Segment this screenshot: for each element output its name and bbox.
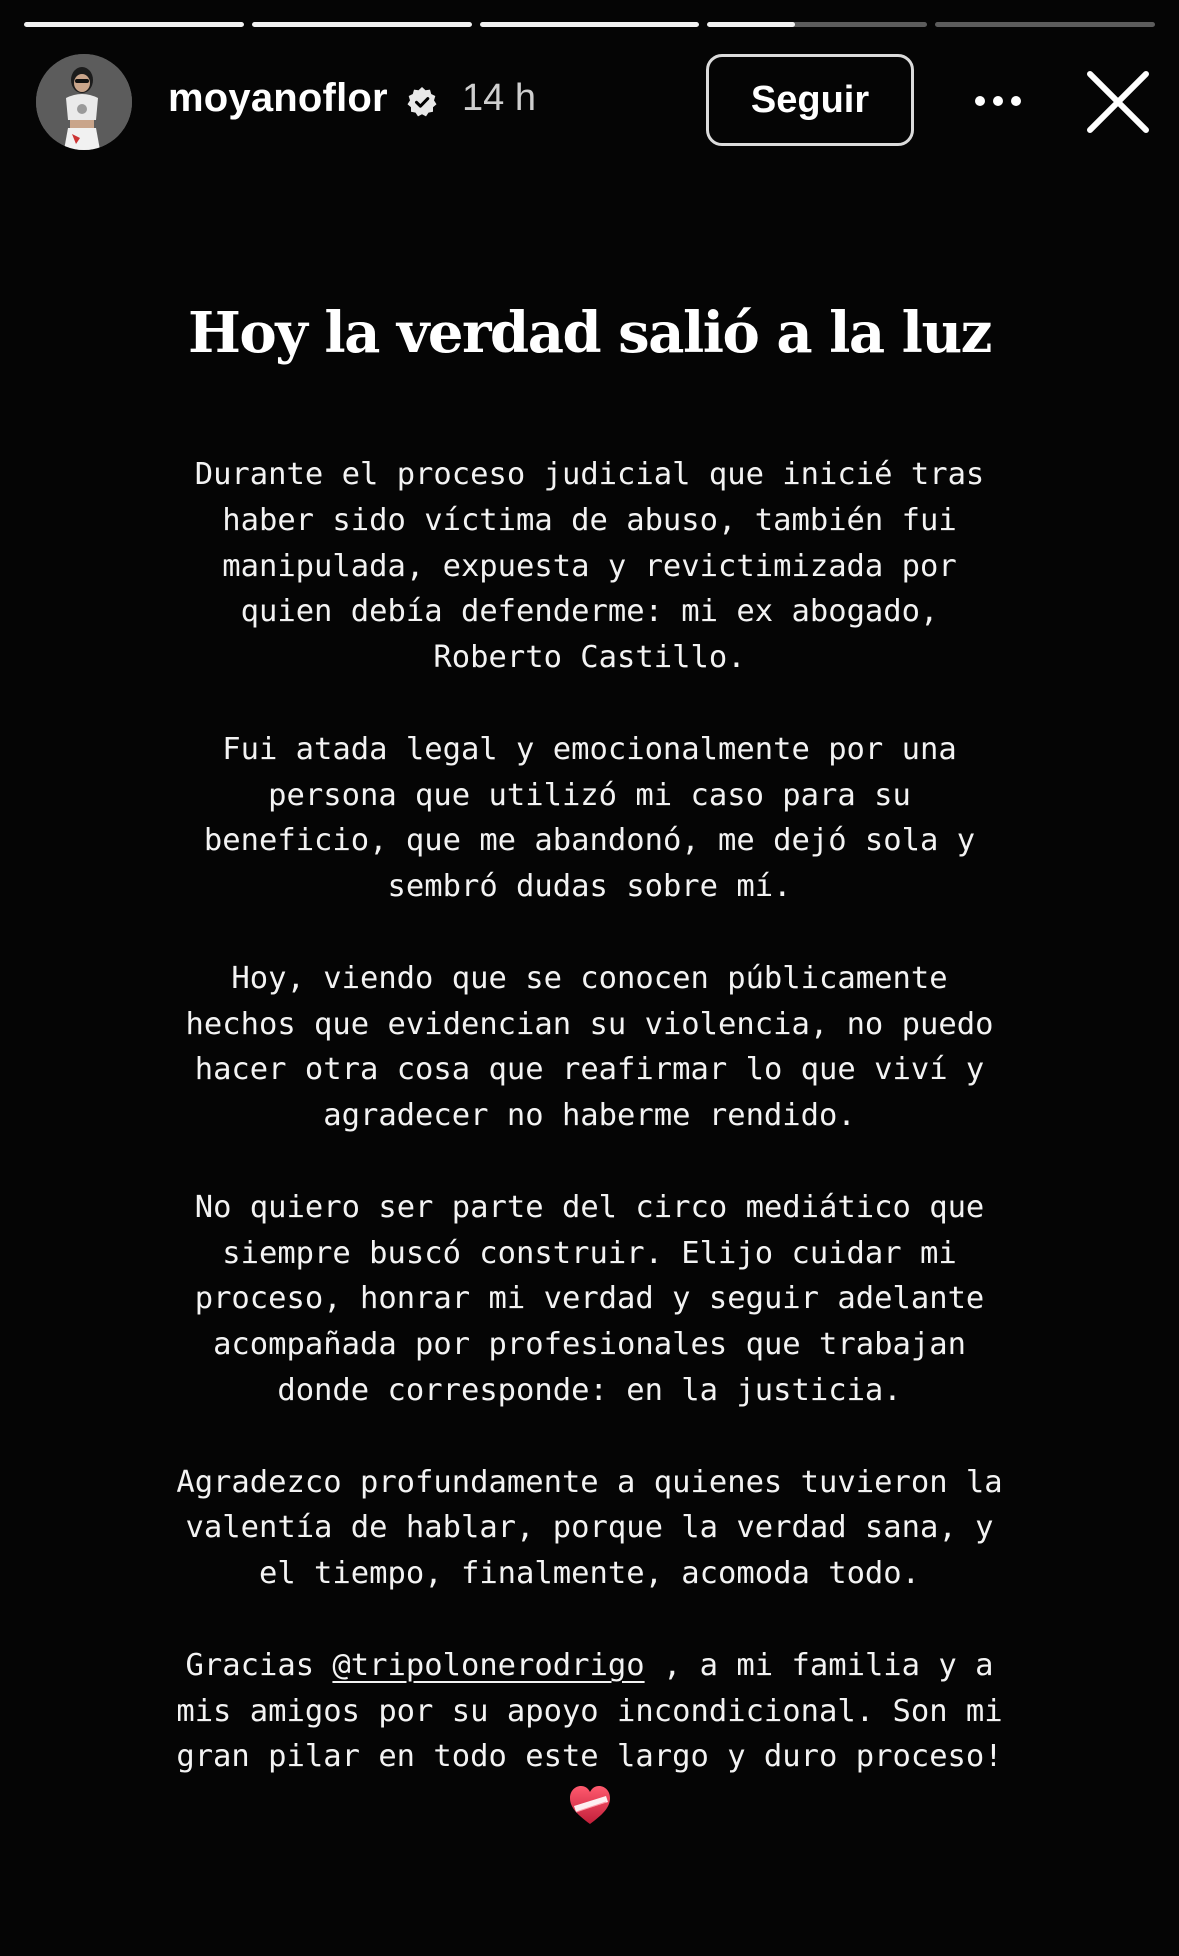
closing-suffix: , a mi familia y a mis amigos por su apoyo incondicional. Son mi gran pilar en todo este largo y duro proceso! — [176, 1647, 1003, 1775]
paragraph: Fui atada legal y emocionalmente por una persona que utilizó mi caso para su beneficio, que me abandonó, me dejó sola y sembró dudas sobre mí. — [203, 731, 976, 905]
paragraph: Hoy, viendo que se conocen públicamente hechos que evidencian su violencia, no puedo hacer otra cosa que reafirmar lo que viví y agradecer no haberme rendido. — [185, 960, 994, 1134]
progress-segment-fill — [480, 22, 700, 27]
username[interactable]: moyanoflor — [168, 76, 388, 120]
progress-segment-fill — [252, 22, 472, 27]
closing-prefix: Gracias — [185, 1647, 333, 1683]
story-text — [90, 452, 1089, 1826]
avatar[interactable] — [36, 54, 132, 150]
mention-link[interactable]: @tripolonerodrigo — [332, 1647, 645, 1683]
progress-segment — [935, 22, 1155, 27]
more-options-icon[interactable] — [968, 76, 1028, 126]
story-header — [0, 50, 1179, 160]
progress-segment — [707, 22, 927, 27]
story-progress-bar — [24, 22, 1155, 28]
heart-emoji-icon — [568, 1784, 612, 1826]
close-icon[interactable] — [1084, 68, 1152, 136]
paragraph: Durante el proceso judicial que inicié tras haber sido víctima de abuso, también fui manipulada, expuesta y revictimizada por quien debía defenderme: mi ex abogado, Roberto Castillo. — [194, 457, 985, 676]
progress-segment — [480, 22, 700, 27]
paragraph: No quiero ser parte del circo mediático que siempre buscó construir. Elijo cuidar mi proceso, honrar mi verdad y seguir adelante acompañada por profesionales que trabajan donde corresponde: en la justicia. — [194, 1189, 985, 1408]
progress-segment — [24, 22, 244, 27]
story-title: Hoy la verdad salió a la luz — [188, 300, 991, 366]
closing-paragraph — [90, 1643, 1089, 1780]
progress-segment — [252, 22, 472, 27]
paragraph: Agradezco profundamente a quienes tuvieron la valentía de hablar, porque la verdad sana, y el tiempo, finalmente, acomoda todo. — [176, 1464, 1003, 1592]
post-time: 14 h — [462, 77, 536, 119]
verified-badge-icon — [406, 86, 438, 118]
progress-segment-fill — [24, 22, 244, 27]
progress-segment-fill — [707, 22, 795, 27]
follow-button[interactable]: Seguir — [706, 54, 914, 146]
avatar-image — [36, 54, 132, 150]
